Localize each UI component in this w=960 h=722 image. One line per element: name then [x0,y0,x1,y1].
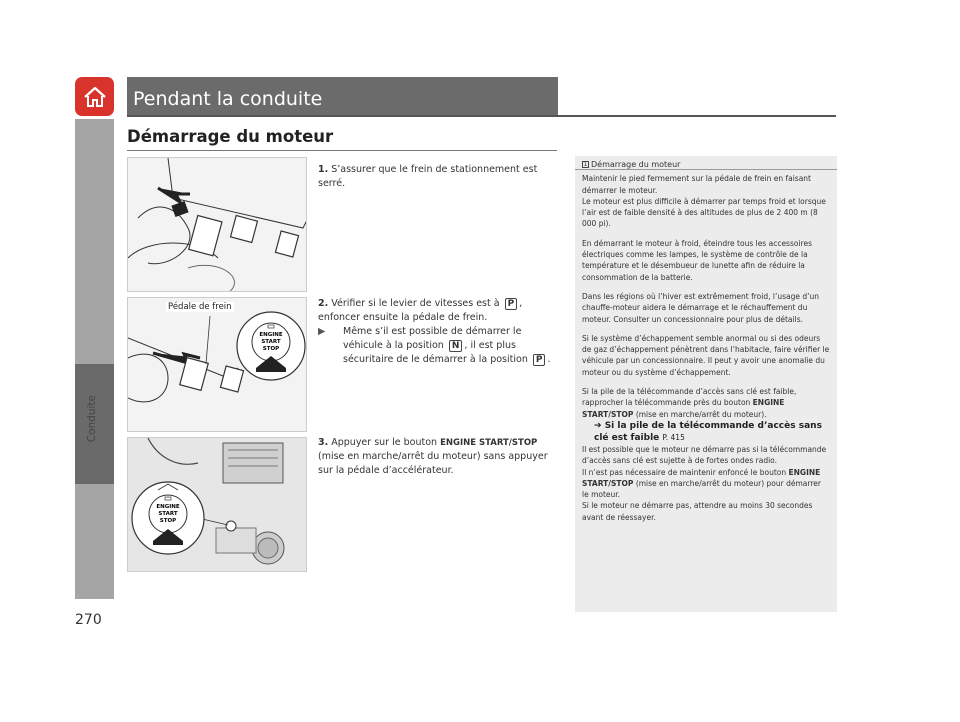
step-1-text: S’assurer que le frein de stationnement est serré. [318,164,538,189]
button-text-engine-2: ENGINE [156,504,180,510]
header-rule [127,115,836,117]
step-2-note-b: , il est plus sécuritaire de le démarrer à la position [343,340,531,365]
note-p7: Il est possible que le moteur ne démarre pas si la télécommande d’accès sans clé est sujette à de fortes ondes radio. [582,444,827,466]
note-p6-bold: ENGINE START/STOP [582,398,785,419]
note-p8-bold: ENGINE START/STOP [582,467,821,488]
button-text-stop: STOP [262,346,280,352]
note-p8-a: Il n’est pas nécessaire de maintenir enfoncé le bouton [582,467,789,477]
arrow-right-icon: ▶ [318,326,326,337]
button-text-start: START [261,339,281,345]
chapter-label: Conduite [86,395,98,443]
note-p6-a: Si la pile de la télécommande d’accès sans clé est faible, rapprocher la télécommande près du bouton [582,387,797,408]
step-3 [318,436,561,478]
step-1-number: 1. [318,164,329,175]
home-button[interactable] [75,77,114,116]
cross-reference-text: Si la pile de la télécommande d’accès sans clé est faible [594,420,822,443]
page-title: Pendant la conduite [133,88,323,110]
home-icon [83,86,107,108]
figure-start-button [127,437,307,572]
notes-panel [575,156,837,612]
note-p4: Dans les régions où l’hiver est extrêmement froid, l’usage d’un chauffe-moteur aidera le démarrage et le réchauffement du moteur. Consulter un concessionnaire pour plus de détails. [582,291,820,324]
step-3-text-b: (mise en marche/arrêt du moteur) sans appuyer sur la pédale d’accélérateur. [318,451,548,476]
cross-reference-link[interactable] [594,420,830,444]
step-2 [318,297,561,367]
step-1 [318,163,561,191]
figure-parking-brake [127,157,307,292]
gear-p-badge: P [505,298,518,310]
note-p8 [582,467,830,501]
note-icon: 1 [583,161,588,169]
step-3-number: 3. [318,437,329,448]
page-ref-icon: ➔ [594,420,602,431]
step-3-bold: ENGINE START/STOP [440,438,538,448]
step-2-note-c: . [547,354,551,365]
step-2-note-a: Même s’il est possible de démarrer le véhicule à la position [343,326,522,351]
step-2-text-b: , enfoncer ensuite la pédale de frein. [318,298,523,323]
step-3-text-a: Appuyer sur le bouton [331,437,441,448]
gear-n-badge: N [449,340,463,352]
notes-heading-rule [575,169,837,170]
brake-pedal-label: Pédale de frein [168,302,232,312]
section-rule [127,150,557,151]
chapter-sidebar [75,119,114,599]
note-p9: Si le moteur ne démarre pas, attendre au moins 30 secondes avant de réessayer. [582,501,813,522]
notes-heading-text: Démarrage du moteur [591,160,681,169]
note-p6 [582,386,830,420]
step-2-note [318,325,561,367]
note-p2: Le moteur est plus difficile à démarrer par temps froid et lorsque l’air est de faible densité à des altitudes de plus de 2 400 m (8 000 pi). [582,196,826,229]
note-p5: Si le système d’échappement semble anormal ou si des odeurs de gaz d’échappement pénètrent dans l’habitacle, faire vérifier le véhicule par un concessionnaire. Il peut y avoir une anomalie du moteur ou du système d’échappement. [582,333,830,377]
gear-p-badge-2: P [533,354,546,366]
button-text-start-2: START [158,511,178,517]
section-title: Démarrage du moteur [127,127,334,146]
note-p8-b: (mise en marche/arrêt du moteur) pour démarrer le moteur. [582,478,821,500]
cross-reference-page: P. 415 [662,432,685,442]
figure-brake-pedal [127,297,307,432]
note-p6-b: (mise en marche/arrêt du moteur). [633,409,767,419]
button-text-engine: ENGINE [259,332,283,338]
step-2-number: 2. [318,298,329,309]
step-2-text-a: Vérifier si le levier de vitesses est à [331,298,503,309]
note-p3: En démarrant le moteur à froid, éteindre tous les accessoires électriques comme les lampes, le système de contrôle de la température et le désembueur de lunette afin de réduire la consommation de la batterie. [582,238,812,282]
button-text-stop-2: STOP [159,518,177,524]
note-p1: Maintenir le pied fermement sur la pédale de frein en faisant démarrer le moteur. [582,174,812,195]
page-number: 270 [75,612,102,628]
